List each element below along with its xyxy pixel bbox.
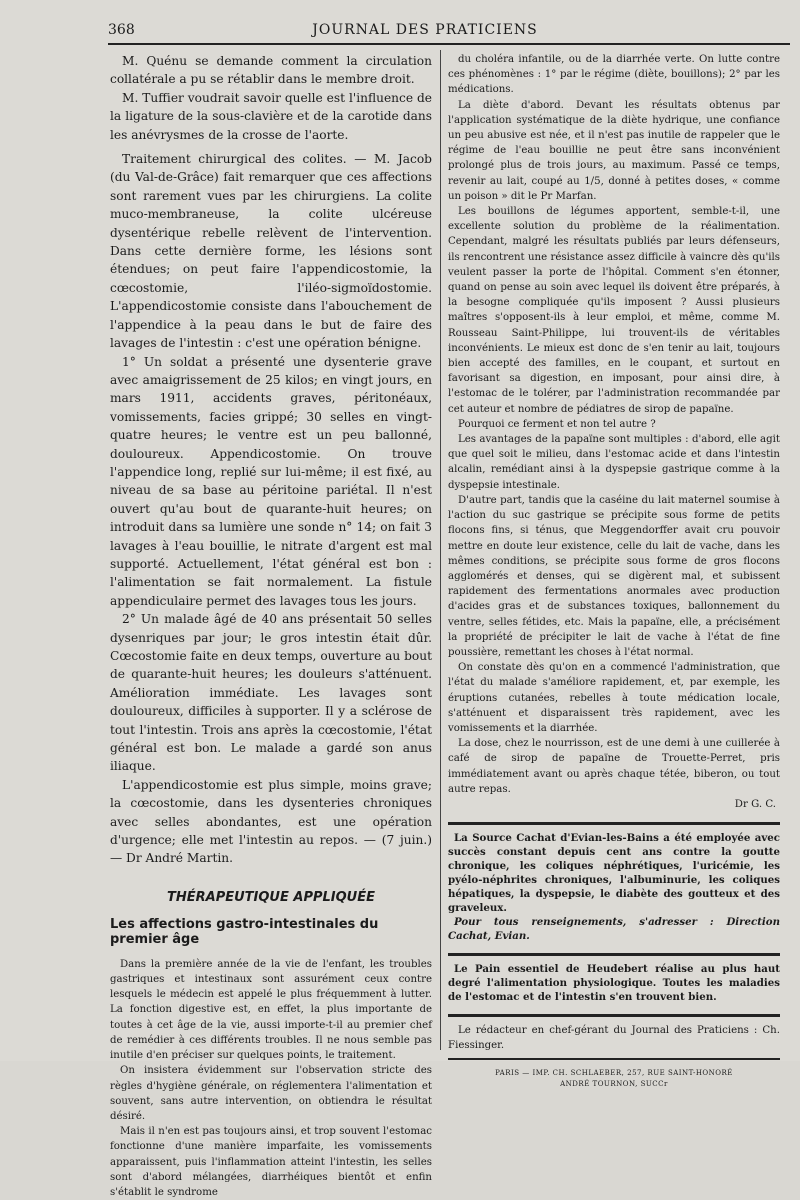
- advert-contact: Pour tous renseignements, s'adresser : Direction Cachat, Evian.: [448, 916, 780, 943]
- editor-line: Le rédacteur en chef-gérant du Journal des Praticiens : Ch. Fiessinger.: [448, 1025, 780, 1052]
- printer-line: PARIS — IMP. CH. SCHLAEBER, 257, RUE SAINT-HONORÉ: [495, 1068, 733, 1077]
- paragraph: L'appendicostomie est plus simple, moins grave; la cœcostomie, dans les dysenteries chroniques avec selles abondantes, est une opération d'urgence; elle met l'intestin au repos. — (7 juin.) — Dr André Martin.: [110, 777, 432, 866]
- left-column: [110, 52, 432, 1200]
- paragraph: Pourquoi ce ferment et non tel autre ?: [458, 418, 656, 430]
- paragraph: La dose, chez le nourrisson, est de une demi à une cuillerée à café de sirop de papaïne de Trouette-Perret, pris immédiatement avant ou après chaque tétée, biberon, ou tout autre repas.: [448, 738, 780, 795]
- paragraph: Les bouillons de légumes apportent, semble-t-il, une excellente solution du problème de la réalimentation. Cependant, malgré les résultats publiés par leurs défenseurs, ils rencontrent une résistance assez difficile à vaincre dès qu'ils veulent passer la porte de l'hôpital. Comment s'en étonner, quand on pense au soin avec lequel ils doivent être préparés, à la besogne compliquée qu'ils imposent ? Aussi plusieurs maîtres s'opposent-ils à leur emploi, et même, comme M. Rousseau Saint-Philippe, lui trouvent-ils de véritables inconvénients. Le mieux est donc de s'en tenir au lait, toujours bien accepté des familles, en le coupant, et surtout en favorisant sa digestion, en imposant, pour ainsi dire, à l'estomac de le tolérer, par l'administration recommandée par cet auteur et nombre de pédiatres de sirop de papaïne.: [448, 206, 780, 415]
- paragraph: On insistera évidemment sur l'observation stricte des règles d'hygiène générale, on réglementera l'alimentation et souvent, sans autre intervention, on obtiendra le résultat désiré.: [110, 1065, 432, 1122]
- header-rule: [108, 43, 790, 45]
- ad-rule: [448, 822, 780, 825]
- ad-rule: [448, 953, 780, 956]
- paragraph: M. Tuffier voudrait savoir quelle est l'influence de la ligature de la sous-clavière et de la carotide dans les anévrysmes de la crosse de l'aorte.: [110, 90, 432, 142]
- paragraph: La diète d'abord. Devant les résultats obtenus par l'application systématique de la diète hydrique, une confiance un peu abusive est née, et il n'est pas inutile de rappeler que le régime de l'eau bouillie ne peut être sans inconvénient prolongé plus de trois jours, au maximum. Passé ce temps, revenir au lait, coupé au 1/5, donné à petites doses, « comme un poison » dit le Pr Marfan.: [448, 99, 780, 202]
- ad-rule: [448, 1014, 780, 1017]
- advert-cachat: [448, 831, 780, 943]
- society-report: [110, 52, 432, 868]
- journal-title: JOURNAL DES PRATICIENS: [312, 22, 538, 38]
- paragraph: 2° Un malade âgé de 40 ans présentait 50 selles dysenriques par jour; le gros intestin était dûr. Cœcostomie faite en deux temps, ouverture au bout de quarante-huit heures; les douleurs s'atténuent. Amélioration immédiate. Les lavages sont douloureux, difficiles à supporter. Il y a sclérose de tout l'intestin. Trois ans après la cœcostomie, l'état général est bon. Le malade a gardé son anus iliaque.: [110, 612, 432, 774]
- page-number: 368: [108, 22, 135, 38]
- footer-rule: [448, 1058, 780, 1060]
- paragraph: Mais il n'en est pas toujours ainsi, et trop souvent l'estomac fonctionne d'une manière imparfaite, les vomissements apparaissent, puis l'inflammation atteint l'intestin, les selles sont d'abord mélangées, diarrhéiques bientôt et enfin s'établit le syndrome: [110, 1126, 432, 1198]
- right-column: [448, 52, 780, 1090]
- page-header: [70, 14, 780, 44]
- section-title: THÉRAPEUTIQUE APPLIQUÉE: [167, 889, 375, 905]
- advert-text: Le Pain essentiel de Heudebert réalise au plus haut degré l'alimentation physiologique. Toutes les maladies de l'estomac et de l'intestin s'en trouvent bien.: [448, 963, 780, 1004]
- printer-line: ANDRÉ TOURNON, SUCCr: [560, 1079, 668, 1088]
- advert-heudebert: [448, 962, 780, 1004]
- signature: Dr G. C.: [734, 798, 776, 810]
- paragraph: Dans la première année de la vie de l'enfant, les troubles gastriques et intestinaux sont assurément ceux contre lesquels le médecin est appelé le plus fréquemment à lutter. La fonction digestive est, en effet, la plus importante de toutes à cet âge de la vie, aussi importe-t-il au premier chef de remédier à ces différents troubles. Il ne nous semble pas inutile d'en préciser sur quelques points, le traitement.: [110, 958, 432, 1062]
- paragraph: On constate dès qu'on en a commencé l'administration, que l'état du malade s'améliore rapidement, et, par exemple, les éruptions cutanées, rebelles à toute médication locale, s'atténuent et disparaissent très rapidement, avec les vomissements et la diarrhée.: [448, 662, 780, 734]
- column-divider: [440, 50, 441, 1050]
- paragraph: 1° Un soldat a présenté une dysenterie grave avec amaigrissement de 25 kilos; en vingt jours, en mars 1911, accidents graves, péritonéaux, vomissements, facies grippé; 30 selles en vingt-quatre heures; le ventre est un peu ballonné, douloureux. Appendicostomie. On trouve l'appendice long, replié sur lui-même; il est fixé, au niveau de sa base au péritoine pariétal. Il n'est ouvert qu'au bout de quarante-huit heures; on introduit dans sa lumière une sonde n° 14; on fait 3 lavages à l'eau bouillie, le nitrate d'argent est mal supporté. Actuellement, l'état général est bon : l'alimentation se fait normalement. La fistule appendiculaire permet des lavages tous les jours.: [110, 354, 432, 608]
- paragraph: Les avantages de la papaïne sont multiples : d'abord, elle agit que quel soit le milieu, dans l'estomac acide et dans l'intestin alcalin, remédiant ainsi à la dyspepsie gastrique comme à la dyspepsie intestinale.: [448, 434, 780, 491]
- printer-imprint: [448, 1068, 780, 1090]
- article-body: [110, 957, 432, 1200]
- advert-text: La Source Cachat d'Evian-les-Bains a été employée avec succès constant depuis cent ans contre la goutte chronique, les coliques néphrétiques, l'uricémie, les pyélo-néphrites chroniques, l'albuminurie, les coliques hépatiques, la dyspepsie, le diabète des goutteux et des graveleux.: [448, 832, 780, 915]
- paragraph: M. Quénu se demande comment la circulation collatérale a pu se rétablir dans le membre droit.: [110, 54, 432, 87]
- paragraph: Traitement chirurgical des colites. — M. Jacob (du Val-de-Grâce) fait remarquer que ces affections sont rarement vues par les chirurgiens. La colite muco-membraneuse, la colite ulcéreuse dysentérique rebelle relèvent de l'intervention. Dans cette dernière forme, les lésions sont étendues; on peut faire l'appendicostomie, la cœcostomie, l'iléo-sigmoïdostomie. L'appendicostomie consiste dans l'abouchement de l'appendice à la peau dans le but de faire des lavages de l'intestin : c'est une opération bénigne.: [110, 152, 432, 351]
- paragraph: du choléra infantile, ou de la diarrhée verte. On lutte contre ces phénomènes : 1° par le régime (diète, bouillons); 2° par les médications.: [448, 54, 780, 96]
- article-title: Les affections gastro-intestinales du premier âge: [110, 916, 379, 947]
- paragraph: D'autre part, tandis que la caséine du lait maternel soumise à l'action du suc gastrique se précipite sous forme de petits flocons fins, si ténus, que Meggendorffer avait cru pouvoir mettre en doute leur existence, celle du lait de vache, dans les mêmes conditions, se précipite sous forme de gros flocons agglomérés et denses, qui se digèrent mal, et subissent rapidement des fermentations anormales avec production d'acides gras et de substances toxiques, ballonnement du ventre, selles fétides, etc. Mais la papaïne, elle, a précisément la propriété de précipiter le lait de vache à l'état de fine poussière, remettant les choses à l'état normal.: [448, 494, 780, 658]
